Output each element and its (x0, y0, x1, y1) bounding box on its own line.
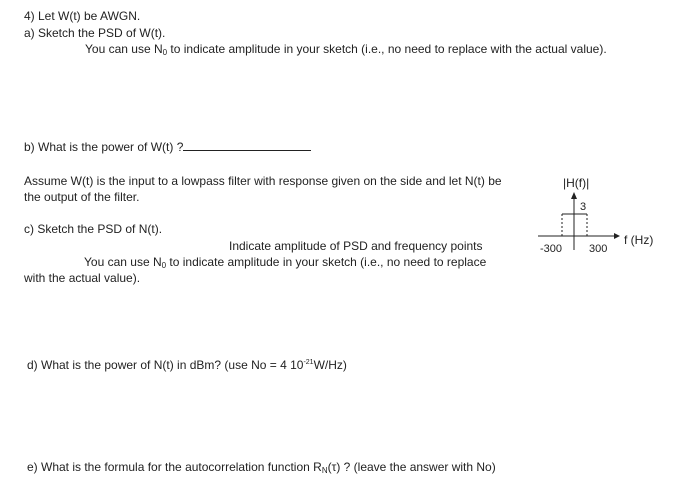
tick-label-right: 300 (589, 243, 608, 255)
part-e-subscript: N (321, 466, 328, 475)
graph-ylabel: |H(f)| (563, 176, 590, 190)
part-b-question (24, 139, 311, 155)
x-axis-arrow (614, 233, 620, 239)
assume-line-2: the output of the filter. (24, 190, 140, 204)
part-c-label: c) Sketch the PSD of N(t). (24, 222, 163, 236)
part-d-unit: W/Hz) (313, 358, 347, 372)
part-a-hint-subscript: 0 (162, 48, 168, 57)
y-axis-arrow (571, 192, 577, 199)
answer-blank[interactable] (183, 139, 311, 151)
tick-label-left: -300 (540, 243, 563, 255)
part-c-hint-text: You can use N (84, 255, 162, 269)
part-c-hint (84, 255, 486, 270)
part-b-text: b) What is the power of W(t) ? (24, 140, 184, 154)
graph-xlabel: f (Hz) (624, 233, 654, 247)
amplitude-label: 3 (580, 201, 587, 213)
problem-title: 4) Let W(t) be AWGN. (24, 9, 141, 23)
part-d-text: d) What is the power of N(t) in dBm? (use No = 4 10 (27, 358, 304, 372)
assume-line-1: Assume W(t) is the input to a lowpass filter with response given on the side and let N(t) be (24, 174, 502, 188)
part-c-instruction: Indicate amplitude of PSD and frequency points (229, 239, 483, 253)
filter-response-graph (530, 170, 670, 260)
part-e-question (27, 460, 496, 475)
part-e-text: e) What is the formula for the autocorrelation function R (27, 460, 322, 474)
part-a-hint-rest: to indicate amplitude in your sketch (i.e., no need to replace with the actual value). (167, 42, 607, 56)
part-a-label: a) Sketch the PSD of W(t). (24, 26, 166, 40)
part-e-rest: (τ) ? (leave the answer with No) (327, 460, 496, 474)
part-d-question (27, 358, 347, 373)
part-a-hint (85, 42, 607, 57)
part-c-hint-subscript: 0 (161, 261, 167, 270)
part-c-hint-rest: to indicate amplitude in your sketch (i.e., no need to replace (166, 255, 487, 269)
part-c-hint-line-2: with the actual value). (24, 271, 141, 285)
part-d-exponent: -21 (303, 359, 314, 366)
part-a-hint-text: You can use N (85, 42, 163, 56)
